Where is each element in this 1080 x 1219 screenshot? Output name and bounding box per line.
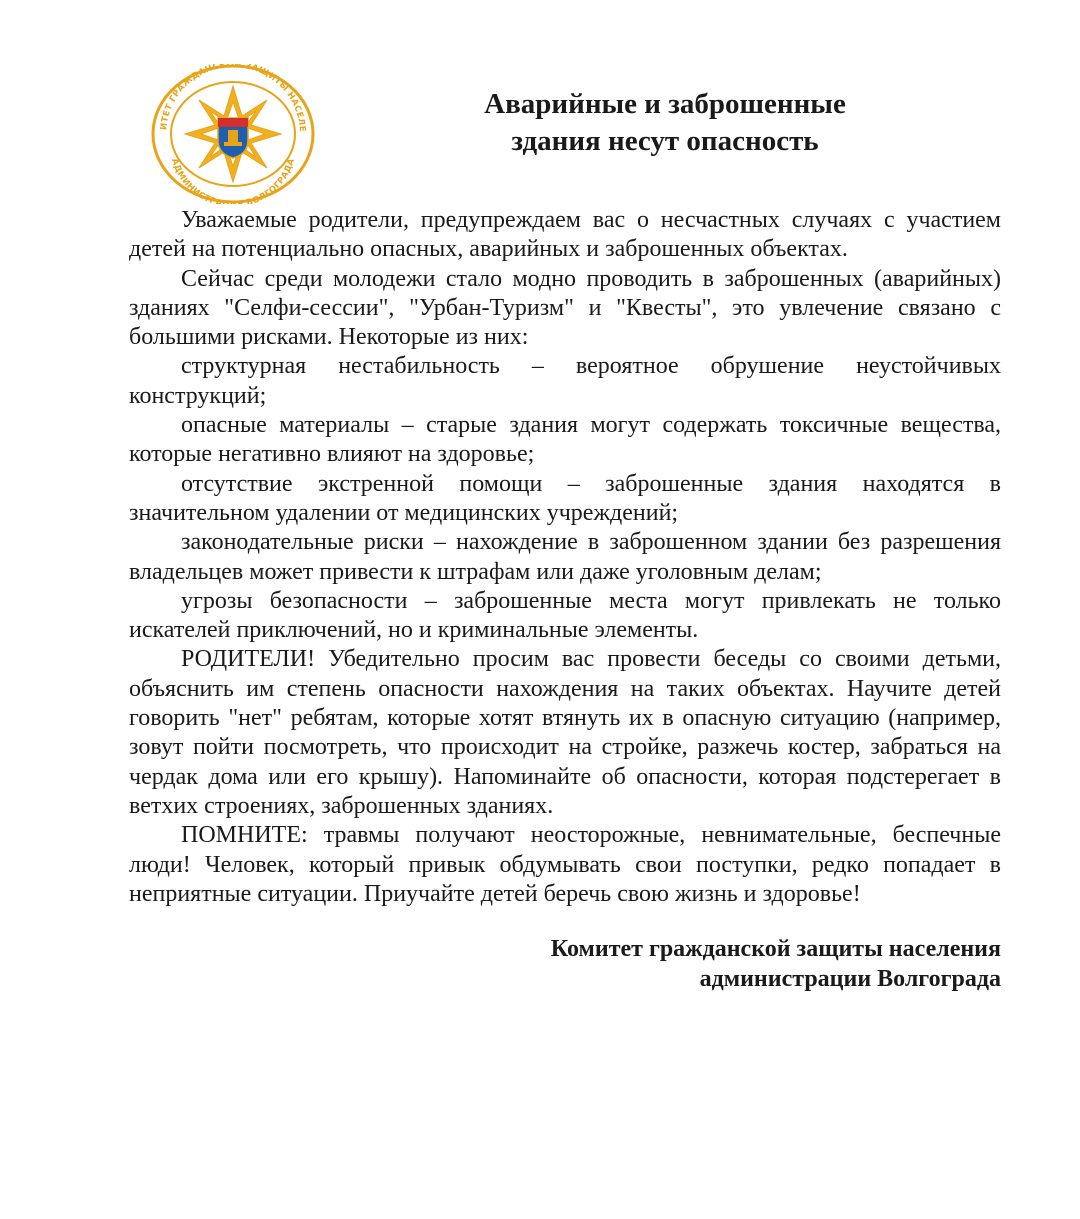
paragraph: Уважаемые родители, предупреждаем вас о несчастных случаях с участием детей на потенциально опасных, аварийных и заброшенных объектах.	[129, 207, 1001, 263]
svg-text:АДМИНИСТРАЦИЯ ВОЛГОГРАДА: АДМИНИСТРА ВОЛГОГРАДА	[168, 157, 298, 204]
svg-text:КОМИТЕТ ГРАЖДАНСКОЙ ЗАЩИТЫ НАС: ИТЕТ ГРАЖДАНСКОЙ ЗАЩИТЫ НАСЕЛЕ	[159, 64, 308, 133]
page-title	[395, 86, 935, 160]
title-line-1: Аварийные и заброшенные	[484, 88, 846, 120]
paragraph: ПОМНИТЕ: травмы получают неосторожные, невнимательные, беспечные люди! Человек, который привык обдумывать свои поступки, редко попадает в неприятные ситуации. Приучайте детей беречь свою жизнь и здоровье!	[129, 822, 1001, 907]
emblem-icon	[150, 64, 316, 204]
signature-line-1: Комитет гражданской защиты населения	[550, 936, 1001, 962]
signature	[430, 934, 1001, 994]
paragraph: законодательные риски – нахождение в заброшенном здании без разрешения владельцев может привести к штрафам или даже уголовным делам;	[129, 529, 1001, 585]
paragraph: опасные материалы – старые здания могут содержать токсичные вещества, которые негативно влияют на здоровье;	[129, 412, 1001, 468]
title-line-2: здания несут опасность	[511, 125, 819, 157]
paragraph: отсутствие экстренной помощи – заброшенные здания находятся в значительном удалении от медицинских учреждений;	[129, 470, 1001, 526]
paragraph: угрозы безопасности – заброшенные места могут привлекать не только искателей приключений, но и криминальные элементы.	[129, 587, 1001, 644]
paragraph: Сейчас среди молодежи стало модно проводить в заброшенных (аварийных) зданиях "Селфи-сессии", "Урбан-Туризм" и "Квесты", это увлечение связано с большими рисками. Некоторые из них:	[129, 265, 1001, 351]
paragraph: РОДИТЕЛИ! Убедительно просим вас провести беседы со своими детьми, объяснить им степень опасности нахождения на таких объектах. Научите детей говорить "нет" ребятам, которые хотят втянуть их в опасную ситуацию (например, зовут пойти посмотреть, что происходит на стройке, разжечь костер, забраться на чердак дома или его крышу). Напоминайте об опасности, которая подстерегает в ветхих строениях, заброшенных зданиях.	[129, 646, 1001, 819]
paragraph: структурная нестабильность – вероятное обрушение неустойчивых конструкций;	[129, 353, 1001, 409]
signature-line-2: администрации Волгограда	[699, 966, 1001, 992]
document-body	[129, 206, 1001, 909]
